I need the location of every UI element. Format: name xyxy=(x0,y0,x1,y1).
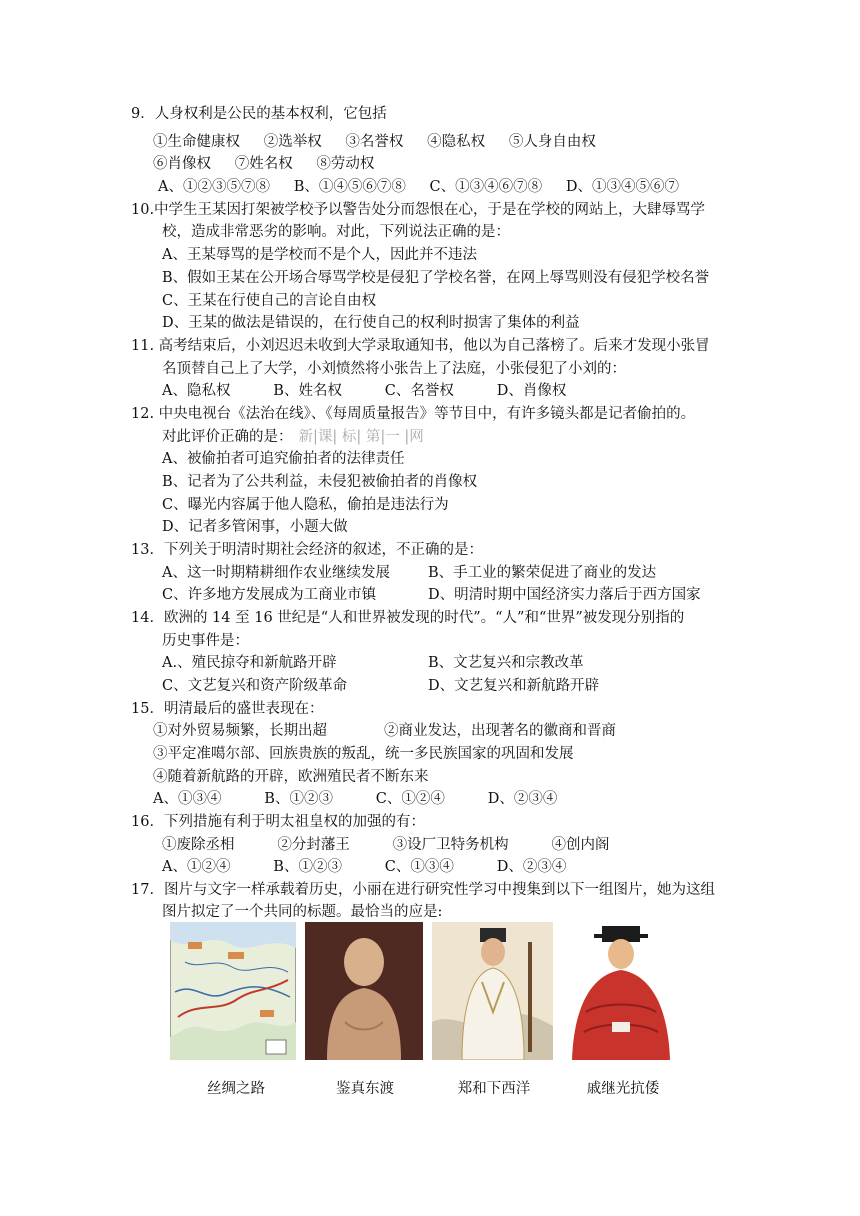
q15-item-2: ②商业发达，出现著名的徽商和晋商 xyxy=(384,723,616,739)
q12-option-b: B、记者为了公共利益，未侵犯被偷拍者的肖像权 xyxy=(162,474,478,490)
jianzhen-statue-image xyxy=(305,922,423,1060)
q15-item-1: ①对外贸易频繁，长期出超 xyxy=(153,723,327,739)
q14-option-a: A.、殖民掠夺和新航路开辟 xyxy=(162,655,337,671)
q15-options: A、①③④ B、①②③ C、①②④ D、②③④ xyxy=(153,791,558,807)
q14-stem-line2: 历史事件是： xyxy=(162,633,249,649)
q13-option-b: B、手工业的繁荣促进了商业的发达 xyxy=(428,565,657,581)
q15-item-3: ③平定准噶尔部、回族贵族的叛乱，统一多民族国家的巩固和发展 xyxy=(153,746,574,762)
q12-stem-line2 xyxy=(162,427,424,447)
q11-options: A、隐私权 B、姓名权 C、名誉权 D、肖像权 xyxy=(162,383,567,399)
q11-stem-line1: 11. 高考结束后，小刘迟迟未收到大学录取通知书，他以为自己落榜了。后来才发现小张冒 xyxy=(131,338,710,354)
q15-stem: 15．明清最后的盛世表现在： xyxy=(131,701,324,717)
zheng-he-image xyxy=(432,922,553,1060)
q10-option-a: A、王某辱骂的是学校而不是个人，因此并不违法 xyxy=(162,247,477,263)
q11-stem-line2: 名顶替自己上了大学，小刘愤然将小张告上了法庭，小张侵犯了小刘的： xyxy=(162,361,626,377)
q9-stem: 9．人身权利是公民的基本权利，它包括 xyxy=(131,106,387,122)
q13-option-a: A、这一时期精耕细作农业继续发展 xyxy=(162,565,390,581)
q13-stem: 13．下列关于明清时期社会经济的叙述，不正确的是： xyxy=(131,542,483,558)
q12-stem-text: 对此评价正确的是： xyxy=(162,429,293,445)
q12-stem-line1: 12. 中央电视台《法治在线》、《每周质量报告》等节目中，有许多镜头都是记者偷拍的。 xyxy=(131,406,696,422)
q10-stem-line2: 校，造成非常恶劣的影响。对此，下列说法正确的是： xyxy=(162,224,510,240)
q12-option-c: C、曝光内容属于他人隐私，偷拍是违法行为 xyxy=(162,497,449,513)
q10-stem-line1: 10.中学生王某因打架被学校予以警告处分而怨恨在心，于是在学校的网站上，大肆辱骂学 xyxy=(131,202,706,218)
q9-items-row1: ①生命健康权 ②选举权 ③名誉权 ④隐私权 ⑤人身自由权 xyxy=(153,134,596,150)
watermark: 新|课| 标| 第|一 |网 xyxy=(298,429,424,445)
q17-stem-line2: 图片拟定了一个共同的标题。最恰当的应是: xyxy=(162,904,443,920)
q13-option-c: C、许多地方发展成为工商业市镇 xyxy=(162,587,377,603)
q14-stem-line1: 14．欧洲的 14 至 16 世纪是“人和世界被发现的时代”。“人”和“世界”被发现分别指的 xyxy=(131,610,685,626)
q16-stem: 16．下列措施有利于明太祖皇权的加强的有： xyxy=(131,814,425,830)
q16-items: ①废除丞相 ②分封藩王 ③设厂卫特务机构 ④创内阁 xyxy=(162,837,610,853)
q14-option-c: C、文艺复兴和资产阶级革命 xyxy=(162,678,348,694)
silk-road-map-image xyxy=(170,922,296,1060)
q13-option-d: D、明清时期中国经济实力落后于西方国家 xyxy=(428,587,701,603)
q10-option-b: B、假如王某在公开场合辱骂学校是侵犯了学校名誉，在网上辱骂则没有侵犯学校名誉 xyxy=(162,270,710,286)
q14-option-b: B、文艺复兴和宗教改革 xyxy=(428,655,584,671)
q16-options: A、①②④ B、①②③ C、①③④ D、②③④ xyxy=(162,859,567,875)
q12-option-d: D、记者多管闲事，小题大做 xyxy=(162,519,348,535)
q10-option-c: C、王某在行使自己的言论自由权 xyxy=(162,293,377,309)
caption-qi-jiguang: 戚继光抗倭 xyxy=(586,1081,660,1097)
caption-silk-road: 丝绸之路 xyxy=(207,1081,265,1097)
q12-option-a: A、被偷拍者可追究偷拍者的法律责任 xyxy=(162,451,405,467)
qi-jiguang-image xyxy=(566,922,676,1060)
q9-options: A、①②③⑤⑦⑧ B、①④⑤⑥⑦⑧ C、①③④⑥⑦⑧ D、①③④⑤⑥⑦ xyxy=(158,179,679,195)
caption-jianzhen: 鉴真东渡 xyxy=(336,1081,394,1097)
q10-option-d: D、王某的做法是错误的，在行使自己的权利时损害了集体的利益 xyxy=(162,315,580,331)
caption-zheng-he: 郑和下西洋 xyxy=(457,1081,531,1097)
q14-option-d: D、文艺复兴和新航路开辟 xyxy=(428,678,600,694)
q15-item-4: ④随着新航路的开辟，欧洲殖民者不断东来 xyxy=(153,769,429,785)
q9-items-row2: ⑥肖像权 ⑦姓名权 ⑧劳动权 xyxy=(153,156,375,172)
q17-stem-line1: 17．图片与文字一样承载着历史，小丽在进行研究性学习中搜集到以下一组图片，她为这组 xyxy=(131,882,715,898)
